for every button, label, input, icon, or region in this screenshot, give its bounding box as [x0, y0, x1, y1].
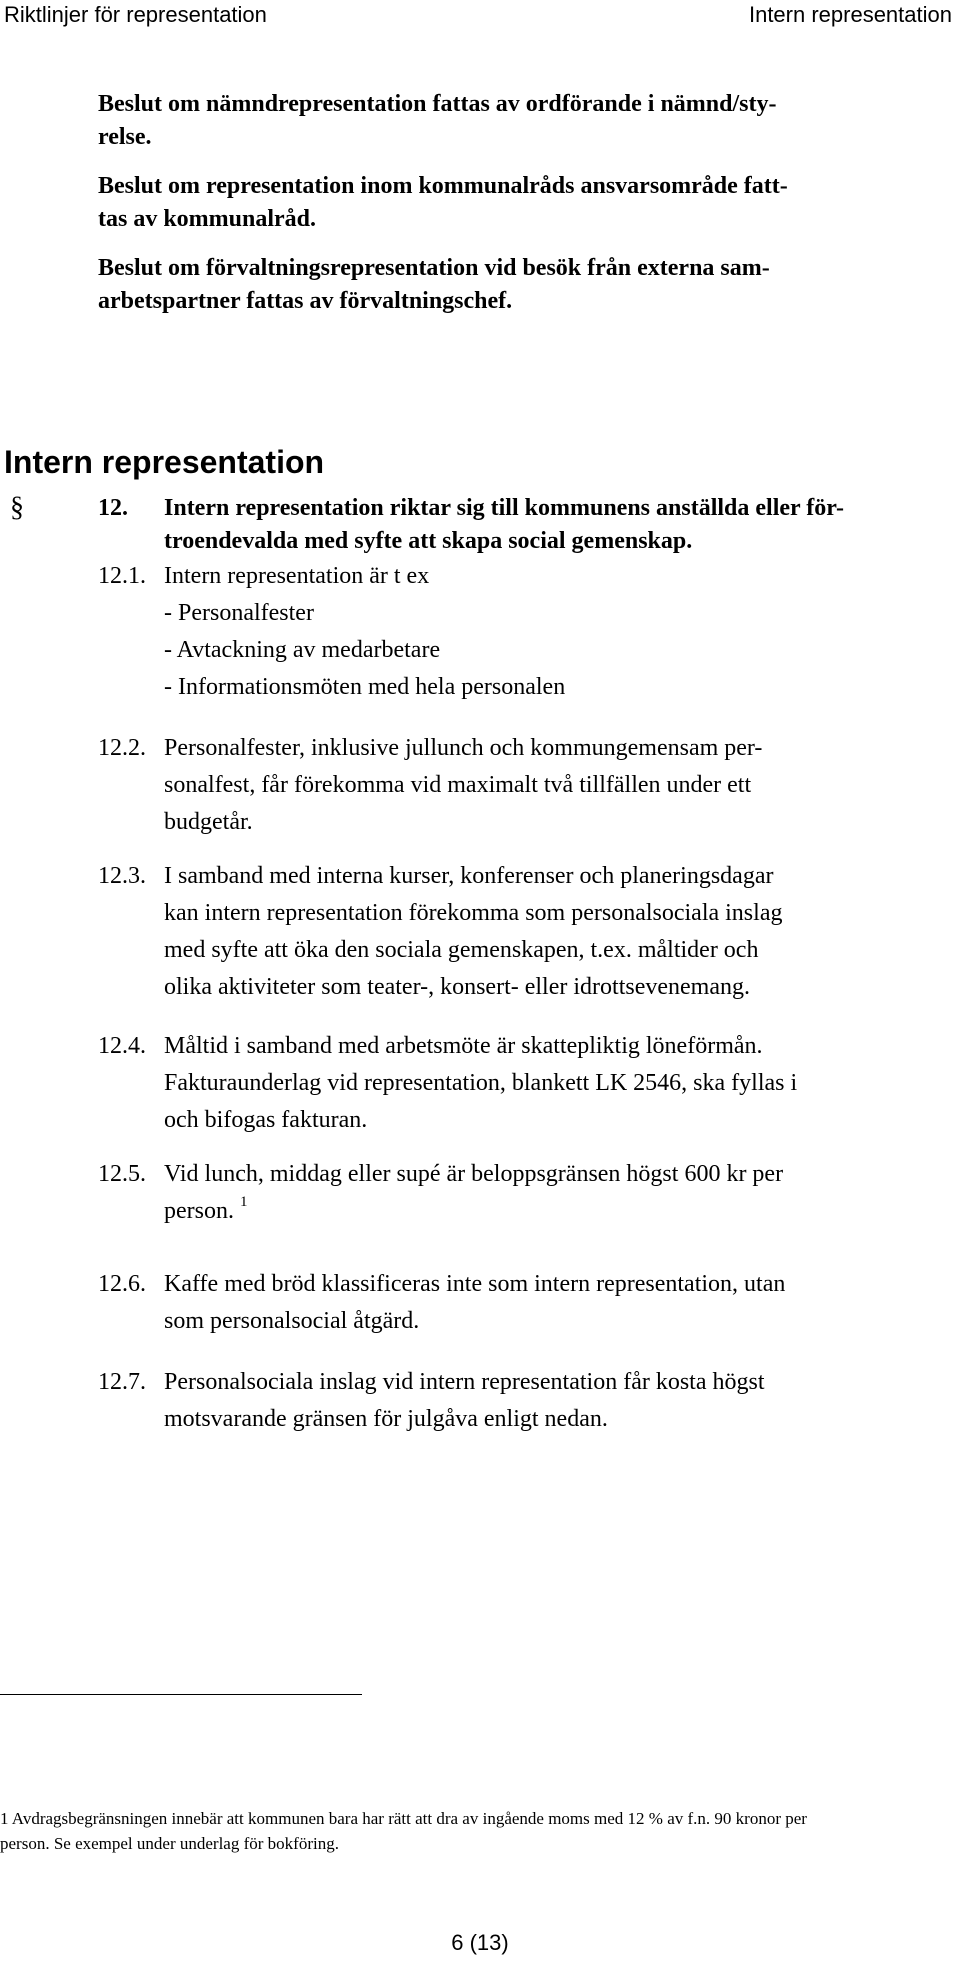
- item-number: 12.4.: [98, 1033, 146, 1059]
- item-number: 12.3.: [98, 863, 146, 889]
- footnote: [0, 1806, 958, 1856]
- running-header-section: Intern representation: [748, 2, 952, 27]
- item-number: 12.6.: [98, 1271, 146, 1297]
- item-number: 12.5.: [98, 1161, 146, 1187]
- intro-line: relse.: [98, 124, 152, 150]
- item-line: [164, 1193, 954, 1230]
- intro-line: arbetspartner fattas av förvaltningschef.: [98, 288, 513, 314]
- item-line: Personalsociala inslag vid intern representation får kosta högst: [164, 1369, 765, 1395]
- section-mark: §: [10, 492, 24, 523]
- intro-line: Beslut om nämndrepresentation fattas av ordförande i nämnd/sty-: [98, 91, 777, 117]
- item-line: Kaffe med bröd klassificeras inte som intern representation, utan: [164, 1271, 786, 1297]
- item-number: 12.2.: [98, 735, 146, 761]
- section-intro-text: [164, 492, 954, 558]
- intro-line: Beslut om förvaltningsrepresentation vid besök från externa sam-: [98, 255, 770, 281]
- item-line: Personalfester, inklusive jullunch och kommungemensam per-: [164, 735, 763, 761]
- item-line: som personalsocial åtgärd.: [164, 1308, 420, 1334]
- item-line: motsvarande gränsen för julgåva enligt nedan.: [164, 1406, 608, 1432]
- section-line: Intern representation riktar sig till kommunens anställda eller för-: [164, 495, 844, 521]
- item-line: med syfte att öka den sociala gemenskapen, t.ex. måltider och: [164, 937, 759, 963]
- item-text-12-2: [164, 730, 954, 841]
- intro-paragraph-administration: [98, 252, 938, 318]
- section-number: 12.: [98, 495, 128, 521]
- footnote-line: 1 Avdragsbegränsningen innebär att kommunen bara har rätt att dra av ingående moms med 12 % av f.n. 90 kronor per: [0, 1809, 807, 1828]
- running-header-title: Riktlinjer för representation: [4, 2, 267, 27]
- list-item: - Informationsmöten med hela personalen: [164, 674, 566, 700]
- intro-line: Beslut om representation inom kommunalråds ansvarsområde fatt-: [98, 173, 788, 199]
- item-line: Vid lunch, middag eller supé är beloppsgränsen högst 600 kr per: [164, 1161, 784, 1187]
- item-line: kan intern representation förekomma som personalsociala inslag: [164, 900, 783, 926]
- list-item: - Personalfester: [164, 600, 314, 626]
- item-text-12-3: [164, 858, 954, 1006]
- section-line: troendevalda med syfte att skapa social gemenskap.: [164, 528, 693, 554]
- item-number: 12.7.: [98, 1369, 146, 1395]
- section-heading: Intern representation: [4, 444, 325, 480]
- item-line: I samband med interna kurser, konferenser och planeringsdagar: [164, 863, 774, 889]
- item-text-12-5: [164, 1156, 954, 1230]
- item-line: olika aktiviteter som teater-, konsert- eller idrottsevenemang.: [164, 974, 750, 1000]
- item-line: och bifogas fakturan.: [164, 1107, 368, 1133]
- item-line-end: person.: [164, 1198, 234, 1224]
- footnote-reference[interactable]: 1: [239, 1194, 248, 1210]
- item-line: Fakturaunderlag vid representation, blankett LK 2546, ska fyllas i: [164, 1070, 798, 1096]
- item-line: Intern representation är t ex: [164, 563, 430, 589]
- footnote-line: person. Se exempel under underlag för bokföring.: [0, 1834, 339, 1853]
- item-line: Måltid i samband med arbetsmöte är skattepliktig löneförmån.: [164, 1033, 763, 1059]
- footnote-separator: [0, 1694, 362, 1695]
- page-number: 6 (13): [451, 1930, 509, 1955]
- item-text-12-7: [164, 1364, 954, 1438]
- list-item: - Avtackning av medarbetare: [164, 637, 441, 663]
- item-text-12-4: [164, 1028, 954, 1139]
- item-text-12-1: [164, 558, 954, 706]
- intro-paragraph-commissioner: [98, 170, 938, 236]
- intro-line: tas av kommunalråd.: [98, 206, 317, 232]
- item-text-12-6: [164, 1266, 954, 1340]
- item-number: 12.1.: [98, 563, 146, 589]
- intro-paragraph-board: [98, 88, 938, 154]
- item-line: budgetår.: [164, 809, 253, 835]
- item-line: sonalfest, får förekomma vid maximalt två tillfällen under ett: [164, 772, 752, 798]
